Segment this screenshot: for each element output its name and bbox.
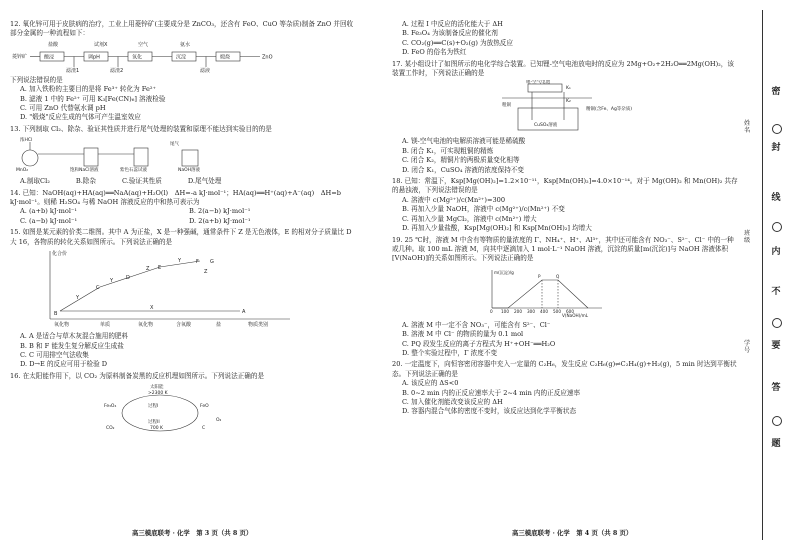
side-id-label: 学号 (744, 340, 751, 354)
q20-stem: 20. 一定温度下，向恒容密闭容器中充入一定量的 C₂H₆，发生反应 C₂H₆(g)⇌C₂H₄(g)+H₂(g)，5 min 时达到平衡状态。下列说法正确的是 (392, 360, 737, 378)
flow-node-label: 菱锌矿 (12, 53, 28, 60)
cycle-label: >2300 K (148, 391, 168, 397)
q12-stem: 12. 氧化锌可用于皮肤病的治疗，工业上用菱锌矿(主要成分是 ZnCO₃，还含有 FeO、CuO 等杂质)制备 ZnO 并回收部分金属的一种流程如下： (10, 20, 354, 38)
apparatus-sublabel: NaOH溶液 (178, 168, 201, 174)
q19-option-d: D. 整个实验过程中，Γ 浓度不变 (402, 348, 498, 357)
q15-stem: 15. 如图是某元素的价类二维图。其中 A 为正盐，X 是一种强碱，通常条件下 Z 是无色液体，E 的相对分子质量比 D 大 16，各物质的转化关系如图所示。下列说法正确的是 (10, 228, 352, 246)
seal-circle (772, 318, 782, 328)
q15-option-c: C. C 可用排空气法收集 (20, 350, 89, 359)
chart-tick-label: 0 (490, 308, 493, 314)
q18-option-b: B. 再加入少量 NaOH，溶液中 c(Mg²⁺)/c(Mn²⁺) 不变 (402, 205, 565, 214)
apparatus-label: 粗铜 (502, 103, 511, 109)
diagram-point-label: A (242, 309, 246, 316)
flow-reagent-label: 盐酸 (48, 41, 59, 48)
diagram-category-label: 盐 (216, 322, 222, 329)
apparatus-label: 尾气 (170, 142, 179, 148)
q17-option-a: A. 镁-空气电池的电解质溶液可能是稀硫酸 (402, 137, 526, 146)
q18-option-c: C. 再加入少量 MgCl₂，溶液中 c(Mn²⁺) 增大 (402, 214, 537, 223)
question-14 (10, 189, 358, 227)
question-20 (392, 360, 740, 416)
flow-node-label: 酸浸 (44, 54, 55, 61)
seal-char-3: 线 (771, 193, 781, 203)
left-column (10, 20, 358, 440)
diagram-category-label: 单质 (100, 322, 111, 329)
q20-option-a: A. 该反应的 ΔS<0 (402, 379, 459, 388)
seal-circle (772, 222, 782, 232)
seal-circle (772, 416, 782, 426)
cycle-label: CO₂ (106, 426, 115, 432)
apparatus-label: K₁ (566, 86, 571, 92)
cycle-label: 700 K (150, 426, 163, 432)
cycle-label: C (202, 426, 206, 432)
chart-point-label: Q (556, 273, 560, 279)
q14-option-b: B. 2(a−b) kJ·mol⁻¹ (189, 207, 251, 216)
apparatus-sublabel: 紫色石蕊试液 (120, 168, 147, 174)
flow-reagent-label: 空气 (138, 41, 149, 48)
question-17 (392, 60, 740, 175)
question-16 (10, 372, 358, 437)
side-name-label: 姓名 (744, 120, 751, 134)
diagram-point-label: E (158, 265, 162, 272)
apparatus-sublabel: 饱和NaCl溶液 (70, 168, 99, 174)
cycle-label: O₂ (216, 418, 222, 424)
svg-text:ZnO: ZnO (262, 54, 273, 61)
question-12 (10, 20, 358, 123)
q15-option-b: B. B 和 F 能发生复分解反应生成盐 (20, 341, 124, 350)
cycle-label: 过程I (148, 404, 159, 410)
q16-option-a: A. 过程 I 中反应的活化能大于 ΔH (402, 20, 503, 28)
question-16-options (392, 20, 740, 58)
seal-char-4: 内 (771, 247, 781, 257)
diagram-category-label: 含氧酸 (176, 322, 192, 329)
q17-option-b: B. 闭合 K₁，可实现粗铜的精炼 (402, 146, 494, 155)
chart-point-label: P (538, 273, 541, 279)
q20-option-c: C. 加入催化剂能改变该反应的 ΔH (402, 397, 503, 406)
q15-option-a: A. A 是适合与草木灰混合施用的肥料 (20, 332, 129, 341)
q19-option-c: C. PQ 段发生反应的离子方程式为 H⁺+OH⁻══H₂O (402, 339, 556, 348)
apparatus-label: 精铜(含Fe、Ag等杂质) (586, 107, 633, 113)
q18-stem: 18. 已知：常温下，Ksp[Mg(OH)₂]=1.2×10⁻¹¹，Ksp[Mn(OH)₂]=4.0×10⁻¹⁴。对于 Mg(OH)₂ 和 Mn(OH)₂ 共存的悬浊液，下列说法错误的是 (392, 177, 738, 195)
seal-char-1: 密 (771, 87, 781, 97)
q12-prompt: 下列说法错误的是 (10, 75, 63, 84)
diagram-edge-label: Y (110, 278, 114, 285)
seal-char-2: 封 (771, 143, 781, 153)
cycle-label: Fe₃O₄ (104, 404, 117, 410)
q12-flowchart (10, 41, 358, 73)
q17-option-c: C. 闭合 K₂，精铜片的两极质量变化相等 (402, 156, 520, 165)
seal-char-5: 不 (771, 287, 781, 297)
flow-node-label: 氧化 (132, 54, 143, 61)
q18-option-d: D. 再加入少量盐酸，Ksp[Mg(OH)₂] 和 Ksp[Mn(OH)₂] 均增大 (402, 224, 592, 233)
q12-option-a: A. 加入铁粉的主要目的是将 Fe³⁺ 转化为 Fe²⁺ (20, 85, 157, 94)
q13-option-a: A.制取Cl₂ (20, 177, 50, 186)
q19-stem: 19. 25 ℃时，溶液 M 中含有等物质的量浓度的 Γ、NH₄⁺、H⁺、Al³⁺，其中还可能含有 NO₃⁻、S²⁻、Cl⁻ 中的一种或几种。取 100 mL 溶液 M，向其中逐滴加入 1 mol·L⁻¹ NaOH 溶液，沉淀的质量[m(沉淀)]与 NaOH 溶液体积[V(NaOH)]的关系如图所示。下列说法正确的是 (392, 235, 734, 263)
flow-node-label: 调pH (88, 54, 100, 61)
diagram-category-label: 氧化物 (54, 322, 70, 329)
q20-option-d: D. 容器内混合气体的密度不变时，该反应达到化学平衡状态 (402, 407, 577, 416)
chart-tick-label: 200 (514, 308, 522, 314)
seal-circle (772, 124, 782, 134)
q16-option-b: B. Fe₃O₄ 为该制备反应的催化剂 (402, 29, 498, 38)
question-15 (10, 228, 358, 369)
question-13 (10, 125, 358, 187)
question-19 (392, 236, 740, 359)
q13-option-b: B.除杂 (75, 177, 96, 186)
seal-char-8: 题 (771, 439, 781, 449)
flow-node-label: 沉淀 (176, 54, 187, 61)
diagram-category-label: 氧化物 (138, 322, 154, 329)
q12-option-d: D. "煅烧"反应生成的气体可产生温室效应 (20, 113, 141, 122)
q15-option-d: D. D→E 的反应可用于检验 D (20, 360, 108, 369)
binding-strip (738, 0, 794, 551)
seal-char-6: 要 (771, 341, 781, 351)
q16-stem: 16. 在太阳能作用下，以 CO₂ 为原料制备炭黑的反应机理如图所示。下列说法正确的是 (10, 371, 265, 380)
q17-option-d: D. 闭合 K₁，CuSO₄ 溶液的浓度保持不变 (402, 165, 524, 174)
flow-node-label: 煅烧 (220, 54, 231, 61)
question-18 (392, 177, 740, 233)
side-class-label: 班级 (744, 230, 751, 244)
diagram-edge-label: X (150, 305, 154, 312)
chart-tick-label: 300 (527, 308, 535, 314)
q12-option-c: C. 可用 ZnO 代替氨水调 pH (20, 104, 106, 113)
q19-precipitate-chart (392, 266, 740, 318)
q15-valence-diagram (10, 249, 358, 329)
diagram-point-label: D (126, 275, 130, 282)
diagram-point-label: G (210, 259, 214, 266)
q12-option-b: B. 滤液 1 中的 Fe²⁺ 可用 K₃[Fe(CN)₆] 溶液检验 (20, 94, 166, 103)
cycle-label: 过程II (148, 420, 160, 426)
flow-byproduct-label: 滤渣1 (66, 67, 80, 73)
q13-stem: 13. 下列制取 Cl₂、除杂、验证其性质并进行尾气处理的装置和原理不能达到实验目的的是 (10, 124, 272, 133)
chart-tick-label: 500 (553, 308, 561, 314)
diagram-point-label: C (96, 285, 100, 292)
q14-option-d: D. 2(a+b) kJ·mol⁻¹ (189, 216, 251, 225)
diagram-edge-label: Z (204, 269, 208, 276)
apparatus-label: K₂ (566, 99, 571, 105)
chart-x-axis-label: V(NaOH)/mL (562, 312, 589, 318)
flow-reagent-label: 试剂X (94, 41, 108, 48)
diagram-point-label: F (196, 259, 199, 266)
cycle-label: FeO (200, 404, 209, 410)
chart-y-axis-label: m(沉淀)/g (494, 269, 514, 275)
q16-cycle-diagram (10, 383, 358, 437)
chart-tick-label: 600 (566, 308, 574, 314)
q17-apparatus (392, 80, 740, 134)
diagram-edge-label: Z (146, 266, 150, 273)
apparatus-label: 浓HCl (20, 138, 33, 144)
left-footer: 高三模底联考 · 化学 第 3 页（共 8 页） (132, 529, 253, 537)
right-footer: 高三模底联考 · 化学 第 4 页（共 8 页） (512, 529, 633, 537)
chart-tick-label: 400 (540, 308, 548, 314)
diagram-edge-label: Y (178, 258, 182, 265)
cycle-label: 太阳能 (150, 385, 164, 391)
q18-option-a: A. 溶液中 c(Mg²⁺)/c(Mn²⁺)=300 (402, 195, 506, 204)
diagram-point-label: B (54, 311, 58, 318)
chart-tick-label: 100 (501, 308, 509, 314)
flow-reagent-label: 氨水 (180, 41, 191, 48)
q14-option-c: C. (a−b) kJ·mol⁻¹ (20, 216, 78, 225)
q14-option-a: A. (a+b) kJ·mol⁻¹ (20, 207, 78, 216)
flow-byproduct-label: 滤渣2 (110, 67, 124, 73)
q19-option-a: A. 溶液 M 中一定不含 NO₃⁻，可能含有 S²⁻、Cl⁻ (402, 320, 551, 329)
q13-option-d: D.尾气处理 (187, 177, 222, 186)
apparatus-label: 锂-空气电池 (526, 80, 551, 86)
q13-option-c: C.验证其性质 (121, 177, 162, 186)
binding-line (762, 10, 763, 540)
q20-option-b: B. 0~2 min 内的正反应速率大于 2~4 min 内的正反应速率 (402, 388, 581, 397)
q14-stem: 14. 已知：NaOH(aq)+HA(aq)══NaA(aq)+H₂O(l) ΔH=-a kJ·mol⁻¹；HA(aq)══H⁺(aq)+A⁻(aq) ΔH=b kJ·mol⁻¹。则稀 H₂SO₄ 与稀 NaOH 溶液反应的中和热可表示为 (10, 188, 341, 207)
q13-apparatus (10, 136, 358, 174)
diagram-axis-label: 化合价 (52, 251, 68, 258)
seal-char-7: 答 (771, 383, 781, 393)
right-column (392, 20, 740, 419)
diagram-edge-label: Y (76, 295, 80, 302)
flow-byproduct-label: 滤液 (200, 67, 211, 73)
diagram-category-label: 物质类别 (248, 322, 269, 329)
apparatus-label: CuSO₄溶液 (534, 123, 558, 129)
apparatus-sublabel: MnO₂ (16, 168, 29, 174)
q16-option-d: D. FeO 的俗名为铁红 (402, 48, 467, 57)
q17-stem: 17. 某小组设计了如图所示的电化学综合装置。已知锂-空气电池放电时的反应为 2Mg+O₂+2H₂O══2Mg(OH)₂，该装置工作时，下列说法正确的是 (392, 59, 734, 78)
q19-option-b: B. 溶液 M 中 Cl⁻ 的物质的量为 0.1 mol (402, 330, 524, 339)
q16-option-c: C. CO₂(g)══C(s)+O₂(g) 为放热反应 (402, 38, 513, 47)
